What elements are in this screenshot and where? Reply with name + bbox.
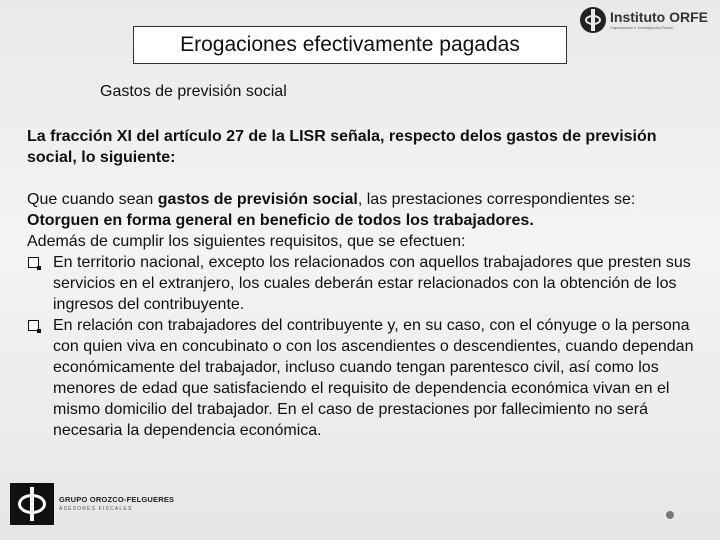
paragraph-general bbox=[27, 210, 707, 231]
logo-bottom-sub: ASESORES FISCALES bbox=[59, 505, 133, 512]
logo-bottom-name: GRUPO OROZCO-FELGUERES bbox=[59, 495, 175, 505]
para1-bold: gastos de previsión social bbox=[157, 191, 358, 208]
checkbox-bullet-icon bbox=[28, 320, 39, 331]
list-item-text: En territorio nacional, excepto los relacionados con aquellos trabajadores que presten sus servicios en el extranjero, los cuales deberán estar relacionados con la obtención de los ingresos del contribuyente. bbox=[53, 254, 691, 313]
paragraph-requisitos: Además de cumplir los siguientes requisitos, que se efectuen: bbox=[27, 233, 466, 250]
list-item-text: En relación con trabajadores del contribuyente y, en su caso, con el cónyuge o la persona con quien viva en concubinato o con los ascendientes o descendientes, cuando dependan económicamente del trabajador, incluso cuando tengan parentesco civil, así como los menores de edad que satisfaciendo el requisito de dependencia económica vivan en el mismo domicilio del trabajador. En el caso de prestaciones por fallecimiento no será necesaria la dependencia económica. bbox=[53, 317, 694, 439]
orfe-emblem-icon bbox=[580, 7, 606, 33]
slide-body bbox=[27, 126, 707, 441]
slide-title: Erogaciones efectivamente pagadas bbox=[133, 26, 567, 64]
para2-text: Otorguen en forma general en beneficio de todos los trabajadores. bbox=[27, 212, 534, 229]
checkbox-bullet-icon bbox=[28, 257, 39, 268]
slide-dot-icon bbox=[666, 511, 674, 519]
slide-subtitle: Gastos de previsión social bbox=[100, 83, 287, 100]
requirements-list bbox=[27, 252, 707, 441]
para1-before: Que cuando sean bbox=[27, 191, 158, 208]
instituto-orfe-logo bbox=[580, 3, 716, 37]
grupo-emblem-icon bbox=[10, 483, 54, 525]
intro-paragraph bbox=[27, 126, 707, 168]
intro-text: La fracción XI del artículo 27 de la LISR señala, respecto delos gastos de previsión social, lo siguiente: bbox=[27, 128, 657, 166]
paragraph-previsión bbox=[27, 189, 707, 210]
logo-top-name: Instituto ORFE bbox=[610, 9, 708, 25]
list-item bbox=[27, 252, 707, 315]
list-item bbox=[27, 315, 707, 441]
para1-after: , las prestaciones correspondientes se: bbox=[357, 191, 636, 208]
logo-top-tagline: Capacitación e Investigación Fiscal bbox=[610, 25, 673, 30]
grupo-orozco-felgueres-logo bbox=[10, 483, 180, 525]
